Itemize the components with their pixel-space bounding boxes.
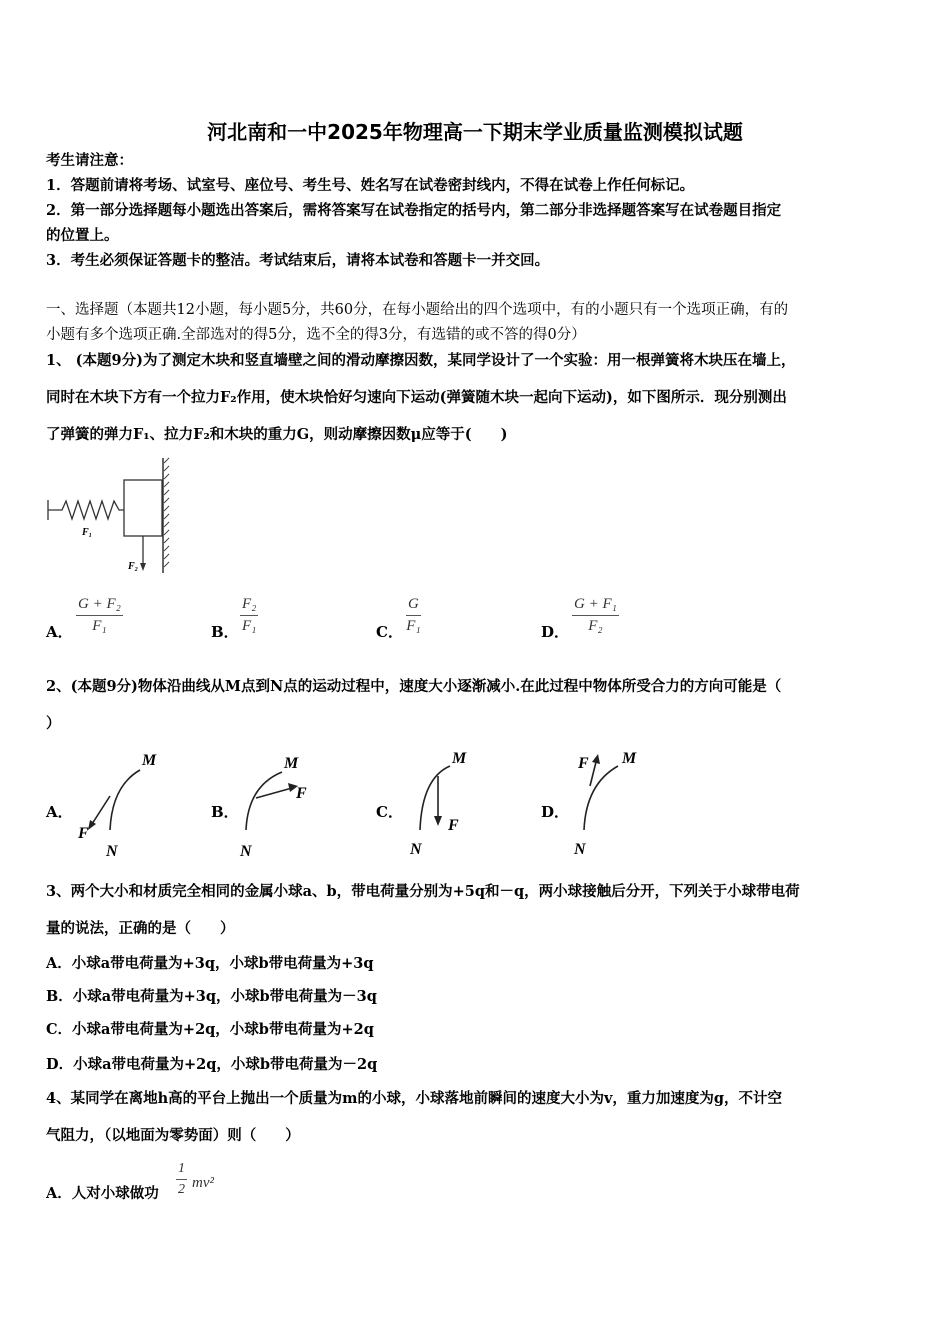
q2-option-c-letter[interactable]: C． bbox=[376, 803, 403, 821]
notice-item-1: 1．答题前请将考场、试室号、座位号、考生号、姓名写在试卷密封线内，不得在试卷上作任何标记。 bbox=[46, 177, 695, 194]
notice-item-2-cont: 的位置上。 bbox=[46, 227, 119, 244]
q1-option-d-formula bbox=[572, 596, 619, 635]
q2-d-m-label: M bbox=[622, 750, 637, 767]
q3-option-c[interactable]: C．小球a带电荷量为+2q，小球b带电荷量为+2q bbox=[46, 1021, 374, 1038]
q1-option-a-num: G + F₂ bbox=[76, 596, 123, 616]
q1-option-b-den: F₁ bbox=[242, 618, 257, 634]
q1-line-2: 同时在木块下方有一个拉力F₂作用，使木块恰好匀速向下运动(弹簧随木块一起向下运动)，如下图所示．现分别测出 bbox=[46, 389, 787, 406]
q1-spring-figure bbox=[44, 455, 174, 577]
q1-option-b-letter[interactable]: B． bbox=[211, 623, 239, 641]
q2-option-b-letter[interactable]: B． bbox=[211, 803, 239, 821]
q1-option-c-den: F₁ bbox=[406, 618, 421, 634]
q3-option-a[interactable]: A．小球a带电荷量为+3q，小球b带电荷量为+3q bbox=[46, 955, 374, 972]
q1-option-d-letter[interactable]: D． bbox=[541, 623, 570, 641]
q2-option-d-figure bbox=[568, 746, 668, 862]
q2-option-a-letter[interactable]: A． bbox=[46, 803, 73, 821]
q1-option-a-den: F₁ bbox=[92, 618, 107, 634]
q2-a-m-label: M bbox=[142, 752, 157, 769]
notice-item-2: 2．第一部分选择题每小题选出答案后，需将答案写在试卷指定的括号内，第二部分非选择题答案写在试卷题目指定 bbox=[46, 202, 782, 219]
q2-c-m-label: M bbox=[452, 750, 467, 767]
q1-option-b-num: F₂ bbox=[240, 596, 258, 616]
q1-option-c-letter[interactable]: C． bbox=[376, 623, 403, 641]
q1-option-c-num: G bbox=[406, 596, 421, 616]
q1-f2-label: F₂ bbox=[128, 561, 139, 572]
q2-b-f-label: F bbox=[296, 785, 307, 802]
q4-option-a-den: 2 bbox=[178, 1182, 185, 1197]
q2-d-n-label: N bbox=[574, 841, 586, 858]
notice-heading: 考生请注意： bbox=[46, 152, 133, 169]
q1-option-a-letter[interactable]: A． bbox=[46, 623, 73, 641]
q2-b-m-label: M bbox=[284, 755, 299, 772]
q2-line-1: 2、(本题9分)物体沿曲线从M点到N点的运动过程中，速度大小逐渐减小.在此过程中物体所受合力的方向可能是（ bbox=[46, 678, 782, 695]
q3-option-d[interactable]: D．小球a带电荷量为+2q，小球b带电荷量为－2q bbox=[46, 1056, 378, 1073]
q2-b-n-label: N bbox=[240, 843, 252, 860]
q3-line-1: 3、两个大小和材质完全相同的金属小球a、b，带电荷量分别为+5q和－q，两小球接触后分开，下列关于小球带电荷 bbox=[46, 883, 800, 900]
section-heading-cont: 小题有多个选项正确.全部选对的得5分，选不全的得3分，有选错的或不答的得0分） bbox=[46, 327, 586, 343]
q1-line-1: 1、 (本题9分)为了测定木块和竖直墙壁之间的滑动摩擦因数，某同学设计了一个实验：用一根弹簧将木块压在墙上， bbox=[46, 352, 796, 369]
q1-option-d-den: F₂ bbox=[588, 618, 603, 634]
q1-option-d-num: G + F₁ bbox=[572, 596, 619, 616]
q4-option-a[interactable]: A．人对小球做功 bbox=[46, 1185, 159, 1202]
q3-line-2: 量的说法，正确的是（ ） bbox=[46, 920, 235, 937]
section-heading: 一、选择题（本题共12小题，每小题5分，共60分，在每小题给出的四个选项中，有的小题只有一个选项正确，有的 bbox=[46, 302, 789, 318]
q4-option-a-fraction bbox=[176, 1161, 187, 1198]
q4-line-1: 4、某同学在离地h高的平台上抛出一个质量为m的小球，小球落地前瞬间的速度大小为v，重力加速度为g，不计空 bbox=[46, 1090, 783, 1107]
q1-option-a-formula bbox=[76, 596, 123, 635]
q3-option-b[interactable]: B．小球a带电荷量为+3q，小球b带电荷量为－3q bbox=[46, 988, 377, 1005]
q2-d-f-label: F bbox=[578, 755, 589, 772]
q1-option-b-formula bbox=[240, 596, 258, 635]
q2-option-a-figure bbox=[72, 746, 172, 862]
q2-c-f-label: F bbox=[448, 817, 459, 834]
q2-a-f-label: F bbox=[78, 825, 89, 842]
q4-line-2: 气阻力，（以地面为零势面）则（ ） bbox=[46, 1127, 300, 1144]
q2-a-n-label: N bbox=[106, 843, 118, 860]
q1-line-3: 了弹簧的弹力F₁、拉力F₂和木块的重力G，则动摩擦因数μ应等于( ) bbox=[46, 426, 508, 443]
q4-option-a-expr: mv² bbox=[192, 1175, 214, 1191]
q2-line-2: ） bbox=[46, 715, 61, 732]
q1-f1-label: F₁ bbox=[82, 527, 93, 538]
notice-item-3: 3．考生必须保证答题卡的整洁。考试结束后，请将本试卷和答题卡一并交回。 bbox=[46, 252, 550, 269]
q2-option-c-figure bbox=[404, 746, 504, 862]
q2-option-d-letter[interactable]: D． bbox=[541, 803, 570, 821]
q2-option-b-figure bbox=[236, 746, 336, 862]
q1-option-c-formula bbox=[406, 596, 421, 635]
q2-c-n-label: N bbox=[410, 841, 422, 858]
page-title: 河北南和一中2025年物理高一下期末学业质量监测模拟试题 bbox=[207, 120, 743, 144]
q4-option-a-num: 1 bbox=[176, 1161, 187, 1180]
